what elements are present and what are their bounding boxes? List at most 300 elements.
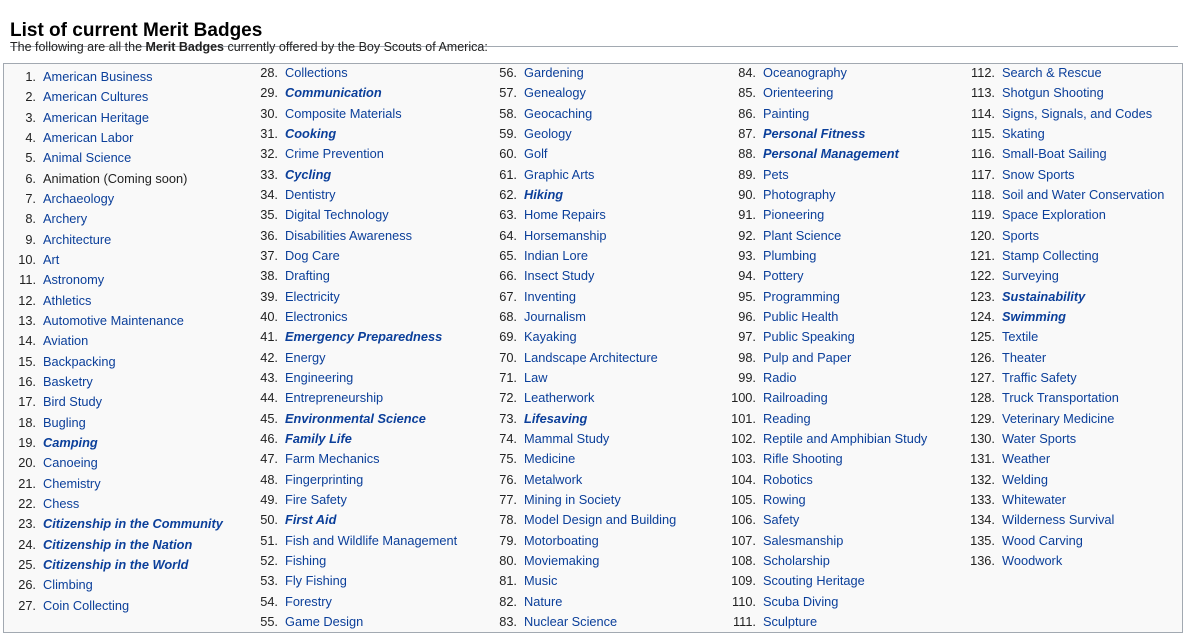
badge-link[interactable]: Aviation (43, 333, 89, 349)
badge-list-item (482, 104, 592, 124)
badge-list-item (721, 348, 851, 368)
badge-link[interactable]: American Heritage (43, 109, 149, 125)
badge-list-item (4, 291, 91, 311)
badge-number: 134. (970, 512, 995, 528)
badge-number: 133. (970, 491, 995, 507)
badge-link[interactable]: Landscape Architecture (524, 349, 658, 365)
badge-link[interactable]: Home Repairs (524, 207, 606, 223)
badge-link[interactable]: Cycling (285, 166, 332, 182)
badge-number: 97. (738, 329, 756, 345)
badge-link[interactable]: Pets (763, 166, 789, 182)
badge-list-item (721, 429, 927, 449)
badge-number: 22. (18, 495, 36, 511)
badge-number: 119. (971, 207, 995, 223)
badge-number: 29. (260, 85, 278, 101)
badge-link[interactable]: Rowing (763, 491, 806, 507)
badge-link[interactable]: Plumbing (763, 247, 817, 263)
badge-list-item (721, 104, 809, 124)
badge-list-item (482, 368, 547, 388)
badge-list-item (482, 531, 599, 551)
badge-number: 102. (731, 430, 756, 446)
badge-link[interactable]: Emergency Preparedness (285, 329, 443, 345)
intro-after: currently offered by the Boy Scouts of America: (224, 40, 488, 54)
badge-link[interactable]: Whitewater (1002, 491, 1067, 507)
badge-link[interactable]: Sports (1002, 227, 1039, 243)
badge-number: 58. (499, 105, 517, 121)
badge-list-item (243, 409, 426, 429)
badge-link[interactable]: Kayaking (524, 329, 577, 345)
badge-number: 115. (971, 125, 995, 141)
badge-link[interactable]: Entrepreneurship (285, 390, 384, 406)
badge-number: 127. (970, 369, 995, 385)
badge-link[interactable]: Metalwork (524, 471, 583, 487)
badge-number: 88. (738, 146, 756, 162)
badge-list-item (960, 83, 1104, 103)
badge-link[interactable]: Programming (763, 288, 840, 304)
badge-number: 92. (738, 227, 756, 243)
badge-number: 11. (19, 272, 36, 288)
badge-number: 112. (971, 65, 995, 80)
badge-link[interactable]: Sustainability (1002, 288, 1086, 304)
badge-number: 25. (18, 556, 36, 572)
badge-link[interactable]: First Aid (285, 512, 337, 528)
badge-link[interactable]: Citizenship in the World (43, 556, 189, 572)
badge-number: 131. (970, 451, 995, 467)
badge-number: 136. (970, 552, 995, 568)
badge-link[interactable]: Geocaching (524, 105, 593, 121)
badge-list-item (4, 67, 153, 87)
badge-link[interactable]: Mining in Society (524, 491, 621, 507)
badge-link[interactable]: Orienteering (763, 85, 834, 101)
badge-link[interactable]: Lifesaving (524, 410, 588, 426)
badge-link[interactable]: Mammal Study (524, 430, 610, 446)
badge-link[interactable]: Photography (763, 186, 836, 202)
badge-link[interactable]: Camping (43, 434, 98, 450)
badge-link[interactable]: Rifle Shooting (763, 451, 843, 467)
badge-number: 5. (25, 150, 36, 166)
badge-list-item (960, 449, 1050, 469)
badge-link[interactable]: Climbing (43, 577, 93, 593)
badge-number: 3. (25, 109, 36, 125)
badge-list-item (482, 124, 572, 144)
badge-list-item (4, 189, 114, 209)
badge-number: 57. (499, 85, 517, 101)
badge-link[interactable]: Scouting Heritage (763, 573, 865, 589)
badge-number: 17. (18, 394, 36, 410)
badge-link[interactable]: Small-Boat Sailing (1002, 146, 1107, 162)
badge-number: 72. (499, 390, 517, 406)
badge-list-item (721, 470, 813, 490)
badge-link[interactable]: Truck Transportation (1002, 390, 1119, 406)
badge-link[interactable]: Chemistry (43, 475, 101, 491)
badge-number: 46. (260, 430, 278, 446)
badge-link[interactable]: Horsemanship (524, 227, 607, 243)
badge-list-item (243, 83, 382, 103)
badge-link[interactable]: Game Design (285, 613, 364, 629)
badge-number: 100. (731, 390, 756, 406)
badge-list-item (243, 287, 340, 307)
badge-link[interactable]: Engineering (285, 369, 354, 385)
badge-link[interactable]: Forestry (285, 593, 332, 609)
badge-list-item (482, 470, 582, 490)
badge-number: 105. (731, 491, 756, 507)
badge-link[interactable]: Search & Rescue (1002, 65, 1102, 80)
badge-number: 49. (260, 491, 278, 507)
badge-number: 130. (970, 430, 995, 446)
badge-number: 7. (25, 190, 36, 206)
badge-list-item (721, 205, 824, 225)
badge-link[interactable]: Textile (1002, 329, 1039, 345)
badge-number: 91. (738, 207, 756, 223)
badge-link[interactable]: Genealogy (524, 85, 586, 101)
badge-list-item (960, 185, 1164, 205)
intro-text (10, 40, 488, 54)
badge-link[interactable]: Automotive Maintenance (43, 312, 184, 328)
badge-link[interactable]: Nuclear Science (524, 613, 618, 629)
badge-link[interactable]: Backpacking (43, 353, 116, 369)
badge-link[interactable]: Snow Sports (1002, 166, 1075, 182)
badge-list-item (721, 592, 838, 612)
badge-list-item (243, 327, 442, 347)
badge-link[interactable]: Reading (763, 410, 811, 426)
badge-number: 42. (260, 349, 278, 365)
badge-link[interactable]: Citizenship in the Community (43, 516, 223, 532)
badge-link[interactable]: Painting (763, 105, 810, 121)
badge-number: 24. (18, 536, 36, 552)
badge-list-item (243, 144, 384, 164)
badge-number: 35. (260, 207, 278, 223)
badge-number: 55. (260, 613, 278, 629)
badge-list-item (4, 596, 129, 616)
badge-link[interactable]: Electricity (285, 288, 340, 304)
badge-link[interactable]: Indian Lore (524, 247, 589, 263)
badge-number: 71. (499, 369, 517, 385)
badge-link[interactable]: Hiking (524, 186, 564, 202)
badge-list-item (4, 230, 111, 250)
badge-list-item (4, 87, 148, 107)
badge-number: 122. (970, 268, 995, 284)
badge-list-item (721, 409, 811, 429)
badge-number: 1. (25, 69, 36, 84)
badge-list-item (243, 429, 352, 449)
badge-list-item (243, 63, 348, 83)
badge-link[interactable]: Composite Materials (285, 105, 402, 121)
badge-link[interactable]: American Labor (43, 129, 134, 145)
badge-link[interactable]: Scuba Diving (763, 593, 839, 609)
badge-number: 135. (970, 532, 995, 548)
badge-number: 2. (25, 89, 36, 105)
badge-link[interactable]: Pottery (763, 268, 804, 284)
badge-list-item (4, 270, 104, 290)
badge-link[interactable]: Water Sports (1002, 430, 1077, 446)
badge-number: 53. (260, 573, 278, 589)
badge-link[interactable]: Chess (43, 495, 80, 511)
badge-link[interactable]: Dog Care (285, 247, 340, 263)
badge-link[interactable]: Fish and Wildlife Management (285, 532, 458, 548)
badge-link[interactable]: Citizenship in the Nation (43, 536, 193, 552)
badge-link[interactable]: Farm Mechanics (285, 451, 380, 467)
badge-link[interactable]: Geology (524, 125, 572, 141)
badge-number: 8. (25, 211, 36, 227)
badge-list-item (4, 474, 101, 494)
badge-list-item (243, 185, 336, 205)
badge-number: 51. (260, 532, 278, 548)
badge-list-item (4, 148, 131, 168)
badge-link[interactable]: Swimming (1002, 308, 1066, 324)
badge-number: 90. (738, 186, 756, 202)
badge-link[interactable]: Collections (285, 65, 348, 80)
badge-link[interactable]: Inventing (524, 288, 576, 304)
badge-list-item (721, 246, 816, 266)
intro-before: The following are all the (10, 40, 146, 54)
badge-number: 23. (18, 516, 36, 532)
badge-link[interactable]: Fire Safety (285, 491, 347, 507)
badge-number: 126. (970, 349, 995, 365)
badge-number: 19. (18, 434, 36, 450)
badge-link[interactable]: Journalism (524, 308, 586, 324)
badge-list-item (960, 287, 1085, 307)
badge-list-item (243, 165, 331, 185)
badge-link[interactable]: Fly Fishing (285, 573, 347, 589)
badge-number: 47. (260, 451, 278, 467)
badge-link[interactable]: Dentistry (285, 186, 336, 202)
badge-link[interactable]: Archaeology (43, 190, 115, 206)
intro-strong: Merit Badges (145, 40, 224, 54)
badge-list-item (482, 83, 586, 103)
badge-link[interactable]: Communication (285, 85, 382, 101)
badge-link[interactable]: Art (43, 251, 60, 267)
badge-number: 86. (738, 105, 756, 121)
badge-link[interactable]: Safety (763, 512, 800, 528)
badge-list-item (482, 144, 547, 164)
badge-list-item (482, 226, 607, 246)
badge-list-item (721, 368, 796, 388)
badge-list-item (482, 246, 588, 266)
badge-link[interactable]: Digital Technology (285, 207, 389, 223)
badge-list-item (960, 551, 1062, 571)
badge-link[interactable]: Medicine (524, 451, 576, 467)
badge-link[interactable]: American Cultures (43, 89, 149, 105)
badge-link[interactable]: Woodwork (1002, 552, 1063, 568)
badge-number: 77. (499, 491, 517, 507)
badge-link[interactable]: Oceanography (763, 65, 847, 80)
badge-number: 54. (260, 593, 278, 609)
badge-list-item (960, 63, 1102, 83)
badge-link[interactable]: Theater (1002, 349, 1047, 365)
badge-list-item (482, 388, 594, 408)
badge-link[interactable]: Skating (1002, 125, 1045, 141)
badge-number: 76. (499, 471, 517, 487)
badge-list-item (960, 327, 1038, 347)
badge-link[interactable]: Basketry (43, 373, 93, 389)
badge-list-item (960, 205, 1106, 225)
badge-number: 103. (731, 451, 756, 467)
badge-list-item (4, 453, 98, 473)
badge-list-item (721, 226, 841, 246)
badge-link[interactable]: Radio (763, 369, 797, 385)
badge-link[interactable]: Graphic Arts (524, 166, 595, 182)
badge-link[interactable]: Robotics (763, 471, 813, 487)
badge-list-item (721, 327, 855, 347)
badge-link[interactable]: Public Health (763, 308, 839, 324)
badge-list-item (721, 388, 828, 408)
badge-link[interactable]: Soil and Water Conservation (1002, 186, 1165, 202)
badge-link[interactable]: Insect Study (524, 268, 595, 284)
badge-list-item (4, 413, 86, 433)
badge-link[interactable]: Sculpture (763, 613, 818, 629)
badge-link[interactable]: Drafting (285, 268, 330, 284)
badge-list-item (960, 531, 1083, 551)
badge-list-item (243, 531, 457, 551)
badge-number: 37. (260, 247, 278, 263)
badge-number: 82. (499, 593, 517, 609)
badge-list-item (482, 490, 621, 510)
badge-link[interactable]: Traffic Safety (1002, 369, 1077, 385)
badge-link[interactable]: Model Design and Building (524, 512, 677, 528)
badge-list-item (482, 307, 586, 327)
badge-list-item (960, 246, 1099, 266)
badge-list-item (721, 307, 838, 327)
badge-link[interactable]: Archery (43, 211, 88, 227)
badge-link[interactable]: Cooking (285, 125, 337, 141)
badge-number: 40. (260, 308, 278, 324)
badge-number: 84. (738, 65, 756, 80)
badge-link[interactable]: Electronics (285, 308, 348, 324)
badge-list-item (4, 433, 98, 453)
badge-link[interactable]: Leatherwork (524, 390, 595, 406)
badge-link[interactable]: Public Speaking (763, 329, 855, 345)
badge-number: 10. (18, 251, 36, 267)
badge-link[interactable]: Music (524, 573, 558, 589)
badge-link[interactable]: Plant Science (763, 227, 842, 243)
badge-link[interactable]: Architecture (43, 231, 112, 247)
badge-number: 36. (260, 227, 278, 243)
badge-link[interactable]: Energy (285, 349, 326, 365)
badge-link[interactable]: Signs, Signals, and Codes (1002, 105, 1153, 121)
badge-list-item (721, 287, 840, 307)
badge-number: 60. (499, 146, 517, 162)
badge-link[interactable]: Weather (1002, 451, 1051, 467)
badge-list-item (4, 372, 93, 392)
badge-list-item (243, 246, 340, 266)
badge-number: 14. (18, 333, 36, 349)
badge-number: 79. (499, 532, 517, 548)
badge-list-item (721, 571, 865, 591)
badge-number: 107. (731, 532, 756, 548)
badge-list-item (243, 571, 347, 591)
badge-link[interactable]: Wood Carving (1002, 532, 1083, 548)
badge-link[interactable]: Wilderness Survival (1002, 512, 1115, 528)
badge-number: 45. (260, 410, 278, 426)
badge-number: 101. (731, 410, 756, 426)
badge-list-item (721, 449, 843, 469)
badge-link[interactable]: Gardening (524, 65, 584, 80)
badge-list-item (482, 510, 676, 530)
badge-list-item (4, 108, 149, 128)
badge-number: 109. (731, 573, 756, 589)
badge-number: 28. (260, 65, 278, 80)
badge-number: 106. (731, 512, 756, 528)
badge-number: 125. (970, 329, 995, 345)
badge-link[interactable]: Bugling (43, 414, 86, 430)
badge-number: 132. (970, 471, 995, 487)
badge-list-item (243, 490, 347, 510)
badge-number: 33. (260, 166, 278, 182)
badge-link[interactable]: Shotgun Shooting (1002, 85, 1104, 101)
badge-number: 59. (499, 125, 517, 141)
badge-link[interactable]: American Business (43, 69, 153, 84)
badge-number: 123. (970, 288, 995, 304)
badge-link[interactable]: Motorboating (524, 532, 599, 548)
badge-list-item (243, 592, 332, 612)
badge-link[interactable]: Family Life (285, 430, 352, 446)
badge-link[interactable]: Moviemaking (524, 552, 600, 568)
badge-link[interactable]: Space Exploration (1002, 207, 1106, 223)
badge-list-item (4, 209, 87, 229)
badge-list-item (960, 510, 1114, 530)
badge-link[interactable]: Veterinary Medicine (1002, 410, 1115, 426)
badge-list-item (482, 287, 576, 307)
badge-list-item (721, 165, 789, 185)
badge-link[interactable]: Fishing (285, 552, 327, 568)
badge-number: 89. (738, 166, 756, 182)
badge-link[interactable]: Railroading (763, 390, 828, 406)
badge-list-item (243, 348, 326, 368)
badge-link[interactable]: Stamp Collecting (1002, 247, 1099, 263)
badge-number: 4. (25, 129, 36, 145)
badge-link[interactable]: Salesmanship (763, 532, 844, 548)
badge-link[interactable]: Law (524, 369, 548, 385)
badge-link[interactable]: Athletics (43, 292, 92, 308)
badge-number: 85. (738, 85, 756, 101)
badge-number: 114. (971, 105, 995, 121)
badge-number: 111. (732, 613, 756, 629)
badge-link[interactable]: Canoeing (43, 455, 98, 471)
badge-number: 68. (499, 308, 517, 324)
badge-link[interactable]: Astronomy (43, 272, 105, 288)
badge-link[interactable]: Personal Fitness (763, 125, 866, 141)
badge-list-item (960, 470, 1048, 490)
badge-link[interactable]: Surveying (1002, 268, 1059, 284)
badge-list-item (721, 490, 806, 510)
badge-link[interactable]: Bird Study (43, 394, 103, 410)
badge-number: 50. (260, 512, 278, 528)
badge-list-item (243, 205, 389, 225)
badge-link[interactable]: Disabilities Awareness (285, 227, 413, 243)
badge-list-item (721, 551, 830, 571)
badge-number: 113. (971, 85, 995, 101)
badge-list-item (4, 352, 116, 372)
badge-list-item (482, 571, 557, 591)
badge-link[interactable]: Scholarship (763, 552, 830, 568)
badge-link[interactable]: Animal Science (43, 150, 132, 166)
badge-link[interactable]: Pulp and Paper (763, 349, 852, 365)
badge-link[interactable]: Crime Prevention (285, 146, 384, 162)
badge-number: 98. (738, 349, 756, 365)
badge-link[interactable]: Golf (524, 146, 548, 162)
badge-link[interactable]: Environmental Science (285, 410, 426, 426)
badge-list-item (243, 449, 380, 469)
badge-list-item (243, 266, 330, 286)
badge-link[interactable]: Fingerprinting (285, 471, 364, 487)
badge-link[interactable]: Personal Management (763, 146, 899, 162)
badge-link[interactable]: Pioneering (763, 207, 825, 223)
badge-link[interactable]: Reptile and Amphibian Study (763, 430, 928, 446)
badge-link[interactable]: Welding (1002, 471, 1049, 487)
badge-link[interactable]: Nature (524, 593, 563, 609)
badge-link[interactable]: Coin Collecting (43, 597, 130, 613)
badge-list-item (243, 510, 336, 530)
